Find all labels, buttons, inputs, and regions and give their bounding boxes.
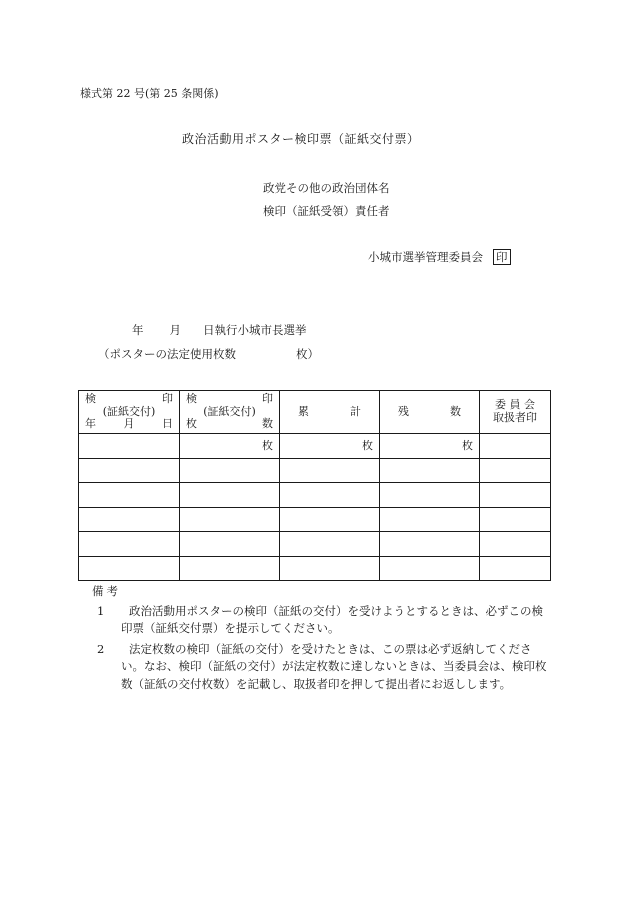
party-name-label: 政党その他の政治団体名: [263, 181, 390, 195]
table-cell: [79, 556, 180, 581]
header-text: 検: [85, 392, 96, 406]
table-cell: [380, 458, 480, 483]
header-stamp-date: [79, 391, 180, 434]
table-cell: [480, 483, 551, 508]
responsible-person-label: 検印（証紙受領）責任者: [263, 204, 390, 218]
header-text: (証紙交付): [203, 404, 256, 418]
header-text: 月: [123, 417, 135, 431]
header-text: (証紙交付): [102, 404, 156, 418]
table-cell: [79, 532, 180, 557]
header-text: 計: [350, 405, 361, 419]
table-cell-unit: 枚: [380, 434, 480, 459]
header-text: 枚: [186, 417, 197, 431]
header-committee-seal: [480, 391, 551, 434]
legal-count-prefix: （ポスターの法定使用枚数: [98, 347, 236, 361]
note-text: 政治活動用ポスターの検印（証紙の交付）を受けようとするときは、必ずこの検印票（証紙交付票）を提示してください。: [121, 604, 543, 636]
header-text: 印: [262, 392, 273, 406]
table-cell: [79, 483, 180, 508]
header-text: 印: [162, 392, 173, 406]
commission-name: 小城市選挙管理委員会: [368, 250, 483, 264]
election-day-text: 日執行小城市長選挙: [203, 323, 307, 337]
table-cell: [180, 556, 280, 581]
note-item-1: [97, 603, 551, 638]
note-item-2: [97, 641, 551, 693]
legal-count-suffix: 枚）: [296, 347, 319, 361]
table-cell: [79, 434, 180, 459]
header-text: 検: [186, 392, 197, 406]
note-text: 法定枚数の検印（証紙の交付）を受けたときは、この票は必ず返納してください。なお、検印（証紙の交付）が法定枚数に達しないときは、当委員会は、検印枚数（証紙の交付枚数）を記載し、取扱者印を押して提出者にお返しします。: [121, 642, 547, 691]
table-row: [79, 434, 551, 459]
election-month: 月: [169, 323, 181, 337]
table-row: [79, 532, 551, 557]
commission-line: [368, 249, 511, 266]
table-cell: [380, 507, 480, 532]
header-text: 年: [85, 417, 96, 431]
table-cell: [280, 556, 380, 581]
table-cell-unit: 枚: [180, 434, 280, 459]
table-cell: [480, 434, 551, 459]
header-cumulative: [280, 391, 380, 434]
table-cell: [380, 483, 480, 508]
table-cell: [380, 532, 480, 557]
table-cell-unit: 枚: [280, 434, 380, 459]
header-text: 累: [298, 405, 309, 419]
table-cell: [180, 507, 280, 532]
header-text: 日: [162, 417, 173, 431]
header-text: 数: [450, 405, 461, 419]
header-text: 取扱者印: [493, 411, 537, 424]
legal-count-line: [98, 346, 319, 363]
table-cell: [480, 458, 551, 483]
notes-title: 備考: [92, 584, 121, 598]
table-cell: [79, 507, 180, 532]
election-year: 年: [132, 323, 144, 337]
table-cell: [280, 458, 380, 483]
header-text: 数: [262, 417, 273, 431]
table-cell: [480, 507, 551, 532]
header-text: 残: [398, 405, 409, 419]
note-number: 1: [97, 604, 105, 618]
table-cell: [180, 458, 280, 483]
table-cell: [79, 458, 180, 483]
seal-box: 印: [493, 249, 511, 265]
table-cell: [180, 532, 280, 557]
table-cell: [280, 507, 380, 532]
table-header-row: [79, 391, 551, 434]
table-cell: [380, 556, 480, 581]
table-row: [79, 507, 551, 532]
table-cell: [280, 483, 380, 508]
table-row: [79, 556, 551, 581]
stamp-record-table: [78, 390, 551, 581]
header-text: 委 員 会: [495, 398, 535, 412]
note-number: 2: [97, 642, 105, 656]
header-stamp-count: [180, 391, 280, 434]
form-number: 様式第 22 号(第 25 条関係): [80, 87, 219, 100]
table-row: [79, 458, 551, 483]
table-cell: [280, 532, 380, 557]
document-title: 政治活動用ポスター検印票（証紙交付票）: [182, 132, 420, 146]
table-row: [79, 483, 551, 508]
table-cell: [480, 556, 551, 581]
table-cell: [480, 532, 551, 557]
election-line: [132, 322, 307, 339]
header-remaining: [380, 391, 480, 434]
table-cell: [180, 483, 280, 508]
